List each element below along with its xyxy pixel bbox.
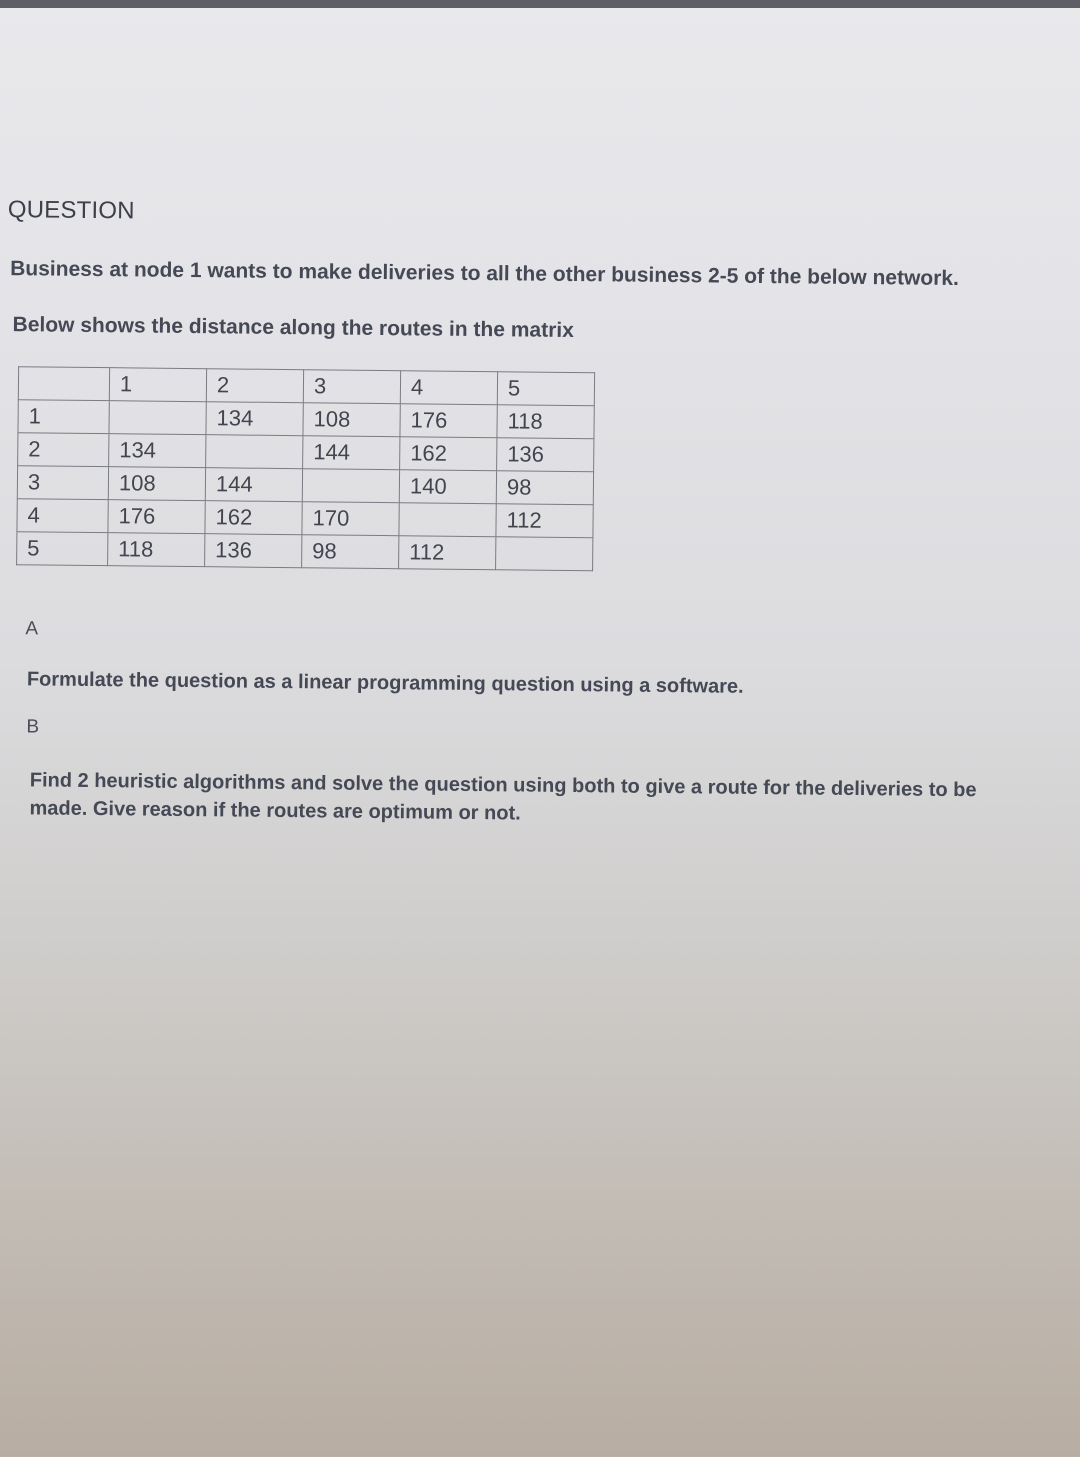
distance-cell: 112 [399,536,496,570]
row-label-cell: 1 [18,400,109,434]
intro-text: Business at node 1 wants to make deliveries to all the other business 2-5 of the below network. [10,257,960,291]
distance-cell: 134 [109,434,206,468]
distance-cell: 162 [205,501,302,535]
table-row [17,532,593,571]
distance-cell: 112 [496,504,593,538]
row-label-cell: 3 [17,466,108,500]
distance-cell: 118 [497,405,594,439]
distance-cell: 176 [108,500,205,534]
distance-cell: 136 [497,438,594,472]
header-cell: 4 [400,371,497,405]
distance-cell: 136 [205,534,302,568]
question-heading: QUESTION [7,196,135,225]
distance-cell: 134 [206,402,303,436]
distance-cell: 108 [303,403,400,437]
part-a-text: Formulate the question as a linear programming question using a software. [26,668,744,698]
header-cell: 3 [303,370,400,404]
distance-cell: 144 [303,436,400,470]
row-label-cell: 5 [17,532,108,566]
distance-cell: 108 [108,467,205,501]
distance-matrix-table [16,366,595,571]
part-a-label: A [25,618,39,640]
distance-cell [206,435,303,469]
distance-cell [302,469,399,503]
header-cell [18,367,109,401]
distance-cell: 162 [400,437,497,471]
distance-cell [399,503,496,537]
distance-cell: 140 [399,470,496,504]
part-b-text: Find 2 heuristic algorithms and solve the question using both to give a route for the deliveries to be made. Give reason if the routes are optimum or not. [29,769,977,825]
part-b-label: B [26,716,40,738]
distance-cell: 98 [496,471,593,505]
distance-cell: 98 [302,535,399,569]
distance-cell: 118 [108,533,205,567]
distance-cell: 144 [205,468,302,502]
distance-cell: 176 [400,404,497,438]
matrix-caption: Below shows the distance along the routes in the matrix [12,313,574,343]
distance-cell [496,537,593,571]
distance-cell [109,401,206,435]
row-label-cell: 2 [18,433,109,467]
header-cell: 1 [109,368,206,402]
header-cell: 5 [497,372,594,406]
header-cell: 2 [206,369,303,403]
distance-cell: 170 [302,502,399,536]
row-label-cell: 4 [17,499,108,533]
